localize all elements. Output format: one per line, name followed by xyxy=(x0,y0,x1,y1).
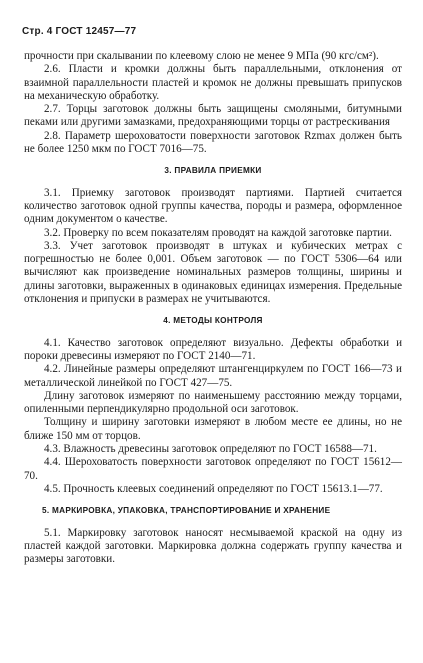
paragraph-4-3: 4.3. Влажность древесины заготовок определяют по ГОСТ 16588—71. xyxy=(44,443,377,456)
paragraph-2-8: 2.8. Параметр шероховатости поверхности заготовок Rzmax должен быть не более 1250 мкм по ГОСТ 7016—75. xyxy=(24,129,402,156)
paragraph-continuation: прочности при скалывании по клеевому слою не менее 9 МПа (90 кгс/см²). xyxy=(24,50,379,62)
paragraph-4-5: 4.5. Прочность клеевых соединений определяют по ГОСТ 15613.1—77. xyxy=(44,482,383,495)
paragraph-length: Длину заготовок измеряют по наименьшему расстоянию между торцами, опиленными перпендикулярно продольной оси заготовок. xyxy=(24,389,402,416)
paragraph-4-1: 4.1. Качество заготовок определяют визуально. Дефекты обработки и пороки древесины измеряют по ГОСТ 2140—71. xyxy=(24,336,402,362)
paragraph-4-4: 4.4. Шероховатость поверхности заготовок определяют по ГОСТ 15612—70. xyxy=(24,456,402,482)
paragraph-3-2: 3.2. Проверку по всем показателям проводят на каждой заготовке партии. xyxy=(44,226,392,239)
page-header: Стр. 4 ГОСТ 12457—77 xyxy=(22,26,137,37)
paragraph-4-2: 4.2. Линейные размеры определяют штангенциркулем по ГОСТ 166—73 и металлической линейкой по ГОСТ 427—75. xyxy=(24,363,402,389)
document-body xyxy=(24,50,402,566)
paragraph-3-3: 3.3. Учет заготовок производят в штуках и кубических метрах с погрешностью не более 0,001. Объем заготовок — по ГОСТ 5306—64 или вычисляют как произведение номинальных размеров толщины, ширины и длины заготовки, выраженных в одинаковых единицах измерения. Предельные отклонения и припуски в размерах не учитываются. xyxy=(24,239,402,306)
paragraph-3-1: 3.1. Приемку заготовок производят партиями. Партией считается количество заготовок одной группы качества, породы и размера, оформленное одним документом о качестве. xyxy=(24,186,402,226)
paragraph-2-6: 2.6. Пласти и кромки должны быть параллельными, отклонения от взаимной параллельности пластей и кромок не должны превышать припусков на механическую обработку. xyxy=(24,63,402,102)
paragraph-5-1: 5.1. Маркировку заготовок наносят несмываемой краской на одну из пластей каждой заготовки. Маркировка должна содержать группу качества и размеры заготовки. xyxy=(24,526,402,566)
paragraph-thickness: Толщину и ширину заготовки измеряют в любом месте ее длины, но не ближе 150 мм от торцов. xyxy=(24,416,402,442)
section-heading-5: 5. МАРКИРОВКА, УПАКОВКА, ТРАНСПОРТИРОВАНИЕ И ХРАНЕНИЕ xyxy=(42,506,331,516)
section-heading-3: 3. ПРАВИЛА ПРИЕМКИ xyxy=(164,166,262,176)
paragraph-2-7: 2.7. Торцы заготовок должны быть защищены смоляными, битумными пеками или другими замазками, предохраняющими торцы от растрескивания xyxy=(24,103,402,129)
section-heading-4: 4. МЕТОДЫ КОНТРОЛЯ xyxy=(163,316,263,326)
